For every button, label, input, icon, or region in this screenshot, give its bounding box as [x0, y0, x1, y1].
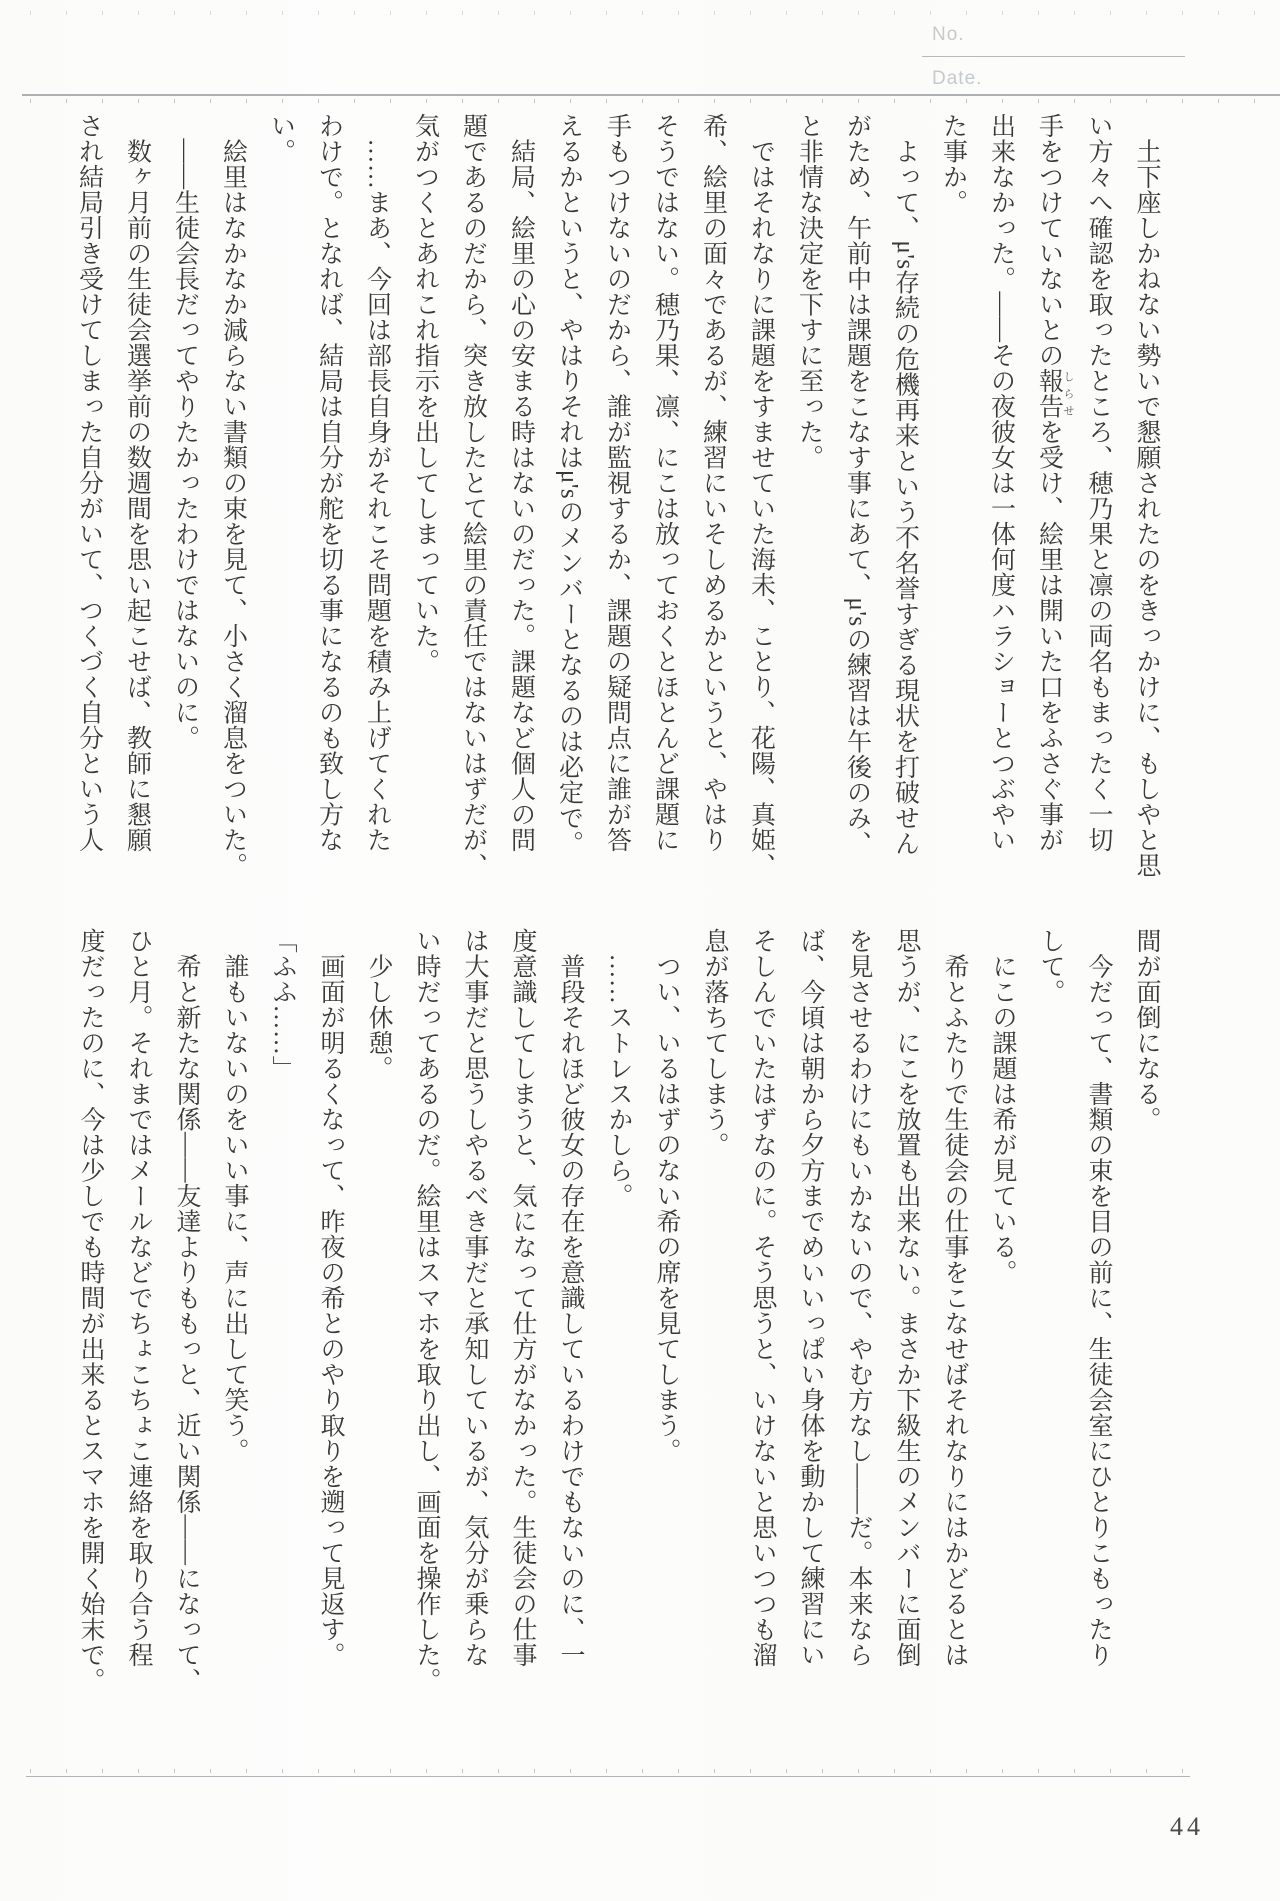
- date-label: Date.: [932, 68, 983, 89]
- text-run: を受け、絵里は開いた口をふさぐ事が: [1035, 419, 1063, 853]
- text-column: 少し休憩。: [365, 928, 392, 1081]
- text-column: 間が面倒になる。: [1133, 928, 1160, 1132]
- top-text-block: [66, 113, 1170, 918]
- ruby-base: 報告: [1035, 368, 1063, 419]
- text-column: い時だってあるのだ。絵里はスマホを取り出し、画面を操作した。: [413, 928, 440, 1693]
- footer-tick-marks: [30, 1769, 1185, 1773]
- text-column: ひと月。それまではメールなどでちょこちょこ連絡を取り合う程: [125, 928, 152, 1668]
- text-column: ではそれなりに課題をすませていた海未、ことり、花陽、真姫、: [747, 113, 775, 878]
- header-tick-marks: [30, 99, 1270, 103]
- no-label: No.: [932, 24, 965, 45]
- footer-rule-line: [26, 1776, 1190, 1777]
- top-edge-tick-marks: [30, 11, 1270, 15]
- ruby-text: しらせ: [1062, 368, 1074, 419]
- text-column: 誰もいないのをいい事に、声に出して笑う。: [221, 928, 248, 1464]
- text-column: そしんでいたはずなのに。そう思うと、いけないと思いつつも溜: [749, 928, 776, 1668]
- text-column: わけで。となれば、結局は自分が舵を切る事になるのも致し方な: [315, 113, 343, 853]
- text-column: 思うが、にこを放置も出来ない。まさか下級生のメンバーに面倒: [893, 928, 920, 1668]
- text-column: 絵里はなかなか減らない書類の束を見て、小さく溜息をついた。: [219, 113, 247, 878]
- text-column: よって、μ's存続の危機再来という不名誉すぎる現状を打破せん: [891, 113, 919, 857]
- header-rule-line: [22, 94, 1280, 96]
- text-column: ……まあ、今回は部長自身がそれこそ問題を積み上げてくれた: [363, 113, 391, 853]
- no-underline: [922, 56, 1185, 57]
- furigana-annotation: [1035, 368, 1074, 419]
- text-column: 手もつけないのだから、誰が監視するか、課題の疑問点に誰が答: [603, 113, 631, 853]
- text-column: 結局、絵里の心の安まる時はないのだった。課題など個人の問: [507, 113, 535, 853]
- text-column: して。: [1037, 928, 1064, 1005]
- text-column: 今だって、書類の束を目の前に、生徒会室にひとりこもったり: [1085, 928, 1112, 1668]
- text-column: と非情な決定を下すに至った。: [795, 113, 823, 470]
- text-column: 希、絵里の面々であるが、練習にいそしめるかというと、やはり: [699, 113, 727, 853]
- text-column-with-furigana: [1025, 113, 1075, 918]
- text-column: は大事だと思うしやるべき事だと承知しているが、気分が乗らな: [461, 928, 488, 1668]
- text-column: つい、いるはずのない希の席を見てしまう。: [653, 928, 680, 1464]
- text-column: ……ストレスかしら。: [605, 928, 632, 1209]
- text-column: 度だったのに、今は少しでも時間が出来るとスマホを開く始末で。: [77, 928, 104, 1693]
- text-column: 「ふふ……」: [269, 928, 296, 1081]
- text-column: 息が落ちてしまう。: [701, 928, 728, 1158]
- text-column: を見させるわけにもいかないので、やむ方なし――だ。本来なら: [845, 928, 872, 1668]
- text-column: 希と新たな関係――友達よりももっと、近い関係――になって、: [173, 928, 200, 1693]
- text-column: 度意識してしまうと、気になって仕方がなかった。生徒会の仕事: [509, 928, 536, 1668]
- text-column: 題であるのだから、突き放したとて絵里の責任ではないはずだが、: [459, 113, 487, 878]
- text-column: そうではない。穂乃果、凛、にこは放っておくとほとんど課題に: [651, 113, 679, 853]
- text-run: 手をつけていないとの: [1035, 113, 1063, 368]
- page-number: 44: [1170, 1812, 1204, 1841]
- text-column: にこの課題は希が見ている。: [989, 928, 1016, 1285]
- text-column: えるかというと、やはりそれはμ'sのメンバーとなるのは必定で。: [555, 113, 583, 857]
- text-column: た事か。: [939, 113, 967, 215]
- text-column: ――生徒会長だってやりたかったわけではないのに。: [171, 113, 199, 751]
- text-column: がため、午前中は課題をこなす事にあて、μ'sの練習は午後のみ、: [843, 113, 871, 857]
- text-column: ば、今頃は朝から夕方までめいいっぱい身体を動かして練習にい: [797, 928, 824, 1668]
- text-column: され結局引き受けてしまった自分がいて、つくづく自分という人: [75, 113, 103, 853]
- text-column: 画面が明るくなって、昨夜の希とのやり取りを遡って見返す。: [317, 928, 344, 1668]
- text-column: 希とふたりで生徒会の仕事をこなせばそれなりにはかどるとは: [941, 928, 968, 1668]
- text-column: い方々へ確認を取ったところ、穂乃果と凛の両名もまったく一切: [1085, 113, 1112, 853]
- text-column: 土下座しかねない勢いで懇願されたのをきっかけに、もしやと思: [1133, 113, 1160, 878]
- text-column: 出来なかった。――その夜彼女は一体何度ハラショーとつぶやい: [987, 113, 1015, 853]
- text-column: 普段それほど彼女の存在を意識しているわけでもないのに、一: [557, 928, 584, 1668]
- text-column: 気がつくとあれこれ指示を出してしまっていた。: [411, 113, 439, 674]
- bottom-text-block: [66, 928, 1170, 1783]
- text-column: 数ヶ月前の生徒会選挙前の数週間を思い起こせば、教師に懇願: [123, 113, 151, 853]
- text-column: い。: [267, 113, 295, 164]
